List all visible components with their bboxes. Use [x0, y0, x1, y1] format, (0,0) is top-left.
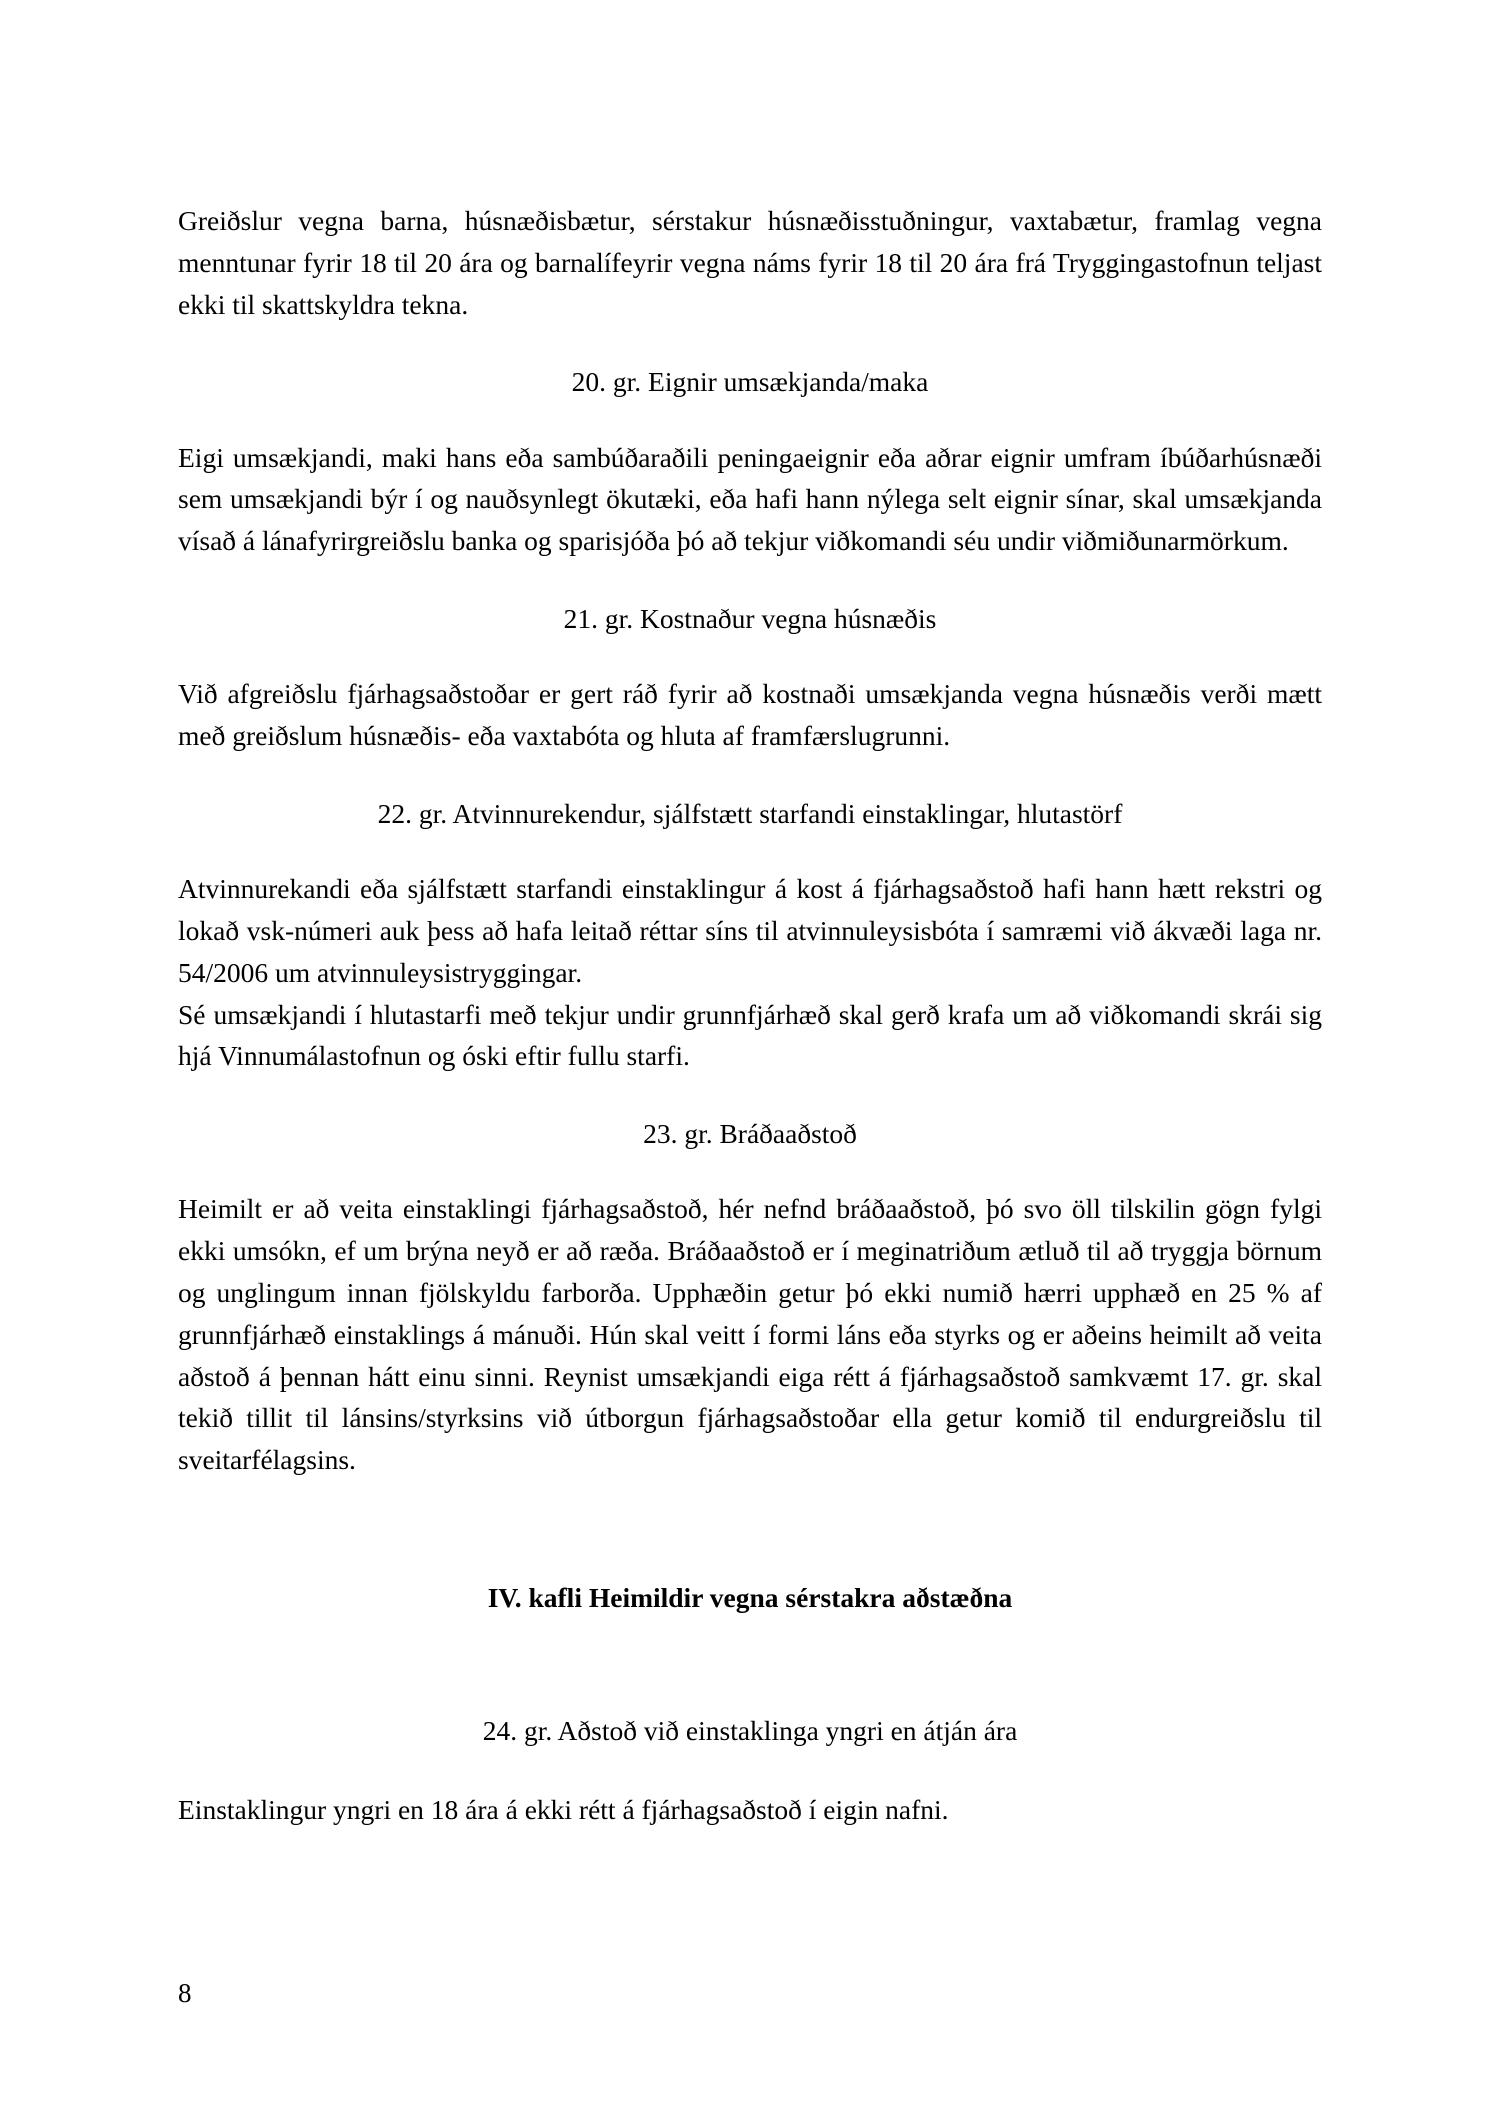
- paragraph-article-21: Við afgreiðslu fjárhagsaðstoðar er gert ráð fyrir að kostnaði umsækjanda vegna húsnæðis verði mætt með greiðslum húsnæðis- eða vaxtabóta og hluta af framfærslugrunni.: [178, 678, 1322, 752]
- article-heading-20: 20. gr. Eignir umsækjanda/maka: [571, 366, 929, 398]
- paragraph-article-23: Heimilt er að veita einstaklingi fjárhagsaðstoð, hér nefnd bráðaaðstoð, þó svo öll tilskilin gögn fylgi ekki umsókn, ef um brýna neyð er að ræða. Bráðaaðstoð er í meginatriðum ætluð til að tryggja börnum og unglingum innan fjölskyldu farborða. Upphæðin getur þó ekki numið hærri upphæð en 25 % af grunnfjárhæð einstaklings á mánuði. Hún skal veitt í formi láns eða styrks og er aðeins heimilt að veita aðstoð á þennan hátt einu sinni. Reynist umsækjandi eiga rétt á fjárhagsaðstoð samkvæmt 17. gr. skal tekið tillit til lánsins/styrksins við útborgun fjárhagsaðstoðar ella getur komið til endurgreiðslu til sveitarfélagsins.: [178, 1193, 1322, 1476]
- paragraph-article-22-b: Sé umsækjandi í hlutastarfi með tekjur undir grunnfjárhæð skal gerð krafa um að viðkomandi skrái sig hjá Vinnumálastofnun og óski eftir fullu starfi.: [178, 998, 1322, 1072]
- article-heading-23: 23. gr. Bráðaaðstoð: [643, 1118, 857, 1150]
- paragraph-article-20: Eigi umsækjandi, maki hans eða sambúðaraðili peningaeignir eða aðrar eignir umfram íbúðarhúsnæði sem umsækjandi býr í og nauðsynlegt ökutæki, eða hafi hann nýlega selt eignir sínar, skal umsækjanda vísað á lánafyrirgreiðslu banka og sparisjóða þó að tekjur viðkomandi séu undir viðmiðunarmörkum.: [178, 441, 1322, 557]
- paragraph-article-24: Einstaklingur yngri en 18 ára á ekki rétt á fjárhagsaðstoð í eigin nafni.: [178, 1794, 949, 1826]
- paragraph-intro: Greiðslur vegna barna, húsnæðisbætur, sérstakur húsnæðisstuðningur, vaxtabætur, framlag vegna menntunar fyrir 18 til 20 ára og barnalífeyrir vegna náms fyrir 18 til 20 ára frá Tryggingastofnun teljast ekki til skattskyldra tekna.: [178, 205, 1322, 320]
- paragraph-article-22-a: Atvinnurekandi eða sjálfstætt starfandi einstaklingur á kost á fjárhagsaðstoð hafi hann hætt rekstri og lokað vsk-númeri auk þess að hafa leitað réttar síns til atvinnuleysisbóta í samræmi við ákvæði laga nr. 54/2006 um atvinnuleysistryggingar.: [178, 873, 1322, 988]
- article-heading-24: 24. gr. Aðstoð við einstaklinga yngri en átján ára: [482, 1715, 1018, 1747]
- article-heading-21: 21. gr. Kostnaður vegna húsnæðis: [563, 603, 937, 635]
- article-heading-22: 22. gr. Atvinnurekendur, sjálfstætt starfandi einstaklingar, hlutastörf: [377, 797, 1123, 829]
- page-number: 8: [178, 1978, 192, 2008]
- chapter-heading-iv: IV. kafli Heimildir vegna sérstakra aðstæðna: [487, 1581, 1013, 1613]
